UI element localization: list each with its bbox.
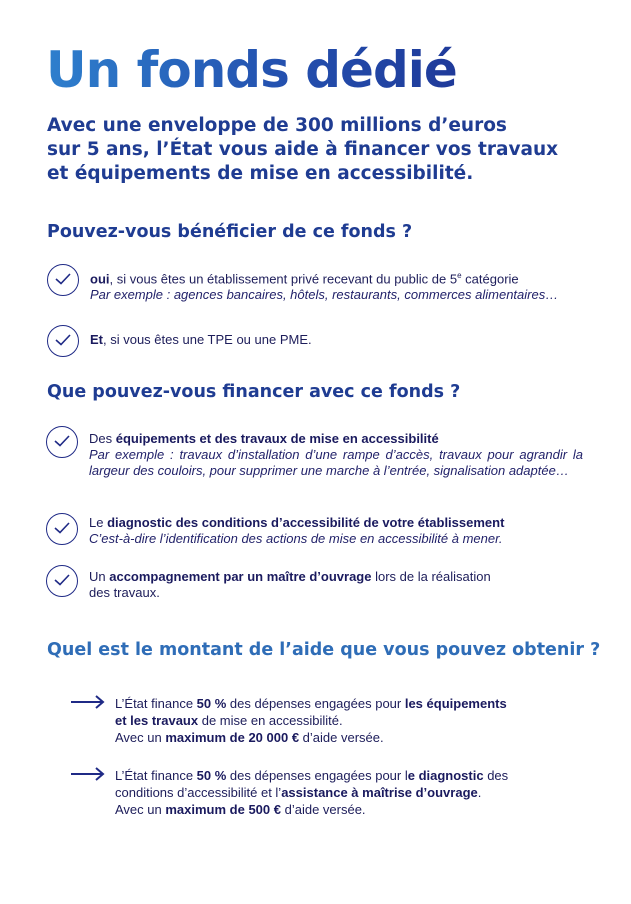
amount-2-text-4: Avec un xyxy=(115,802,166,817)
amount-1-text-5: d’aide versée. xyxy=(299,730,384,745)
intro-line-1: Avec une enveloppe de 300 millions d’euros xyxy=(47,115,507,136)
amount-1-text-3: de mise en accessibilité. xyxy=(198,713,343,728)
eligibility-item-1-example: Par exemple : agences bancaires, hôtels, restaurants, commerces alimentaires… xyxy=(90,287,559,303)
section-eligibility-heading: Pouvez-vous bénéficier de ce fonds ? xyxy=(47,222,413,242)
eligibility-item-1-text: , si vous êtes un établissement privé recevant du public de 5 xyxy=(109,271,458,287)
amount-1-maximum: maximum de 20 000 € xyxy=(165,730,300,745)
superscript: e xyxy=(457,271,462,280)
amount-1-text-4: Avec un xyxy=(115,730,166,745)
eligibility-item-2-text: , si vous êtes une TPE ou une PME. xyxy=(103,332,312,347)
section-amount-heading: Quel est le montant de l’aide que vous pouvez obtenir ? xyxy=(47,640,601,660)
financing-item-3-bold: accompagnement par un maître d’ouvrage xyxy=(109,569,372,584)
amount-2-text-2: des dépenses engagées pour l xyxy=(226,768,408,783)
amount-1-bold-2: les équipements xyxy=(404,696,507,711)
financing-item-2 xyxy=(89,515,589,547)
amount-item-1 xyxy=(115,695,565,746)
check-circle-icon xyxy=(46,426,78,458)
eligibility-item-2-bold: Et xyxy=(90,332,103,347)
amount-2-text-3: . xyxy=(477,785,482,800)
amount-2-text-2b: des xyxy=(483,768,509,783)
financing-item-1-prefix: Des xyxy=(89,431,116,446)
page-title: Un fonds dédié xyxy=(46,41,457,99)
intro-line-2: sur 5 ans, l’État vous aide à financer vos travaux xyxy=(47,139,559,160)
amount-2-maximum: maximum de 500 € xyxy=(165,802,281,817)
eligibility-item-1-text-end: catégorie xyxy=(461,271,519,287)
financing-item-2-example: C’est-à-dire l’identification des actions de mise en accessibilité à mener. xyxy=(89,531,503,546)
amount-2-text-5: d’aide versée. xyxy=(280,802,366,817)
financing-item-3 xyxy=(89,569,589,601)
check-circle-icon xyxy=(46,565,78,597)
amount-2-text-3a: conditions d’accessibilité et l’ xyxy=(115,785,282,800)
financing-item-2-bold: diagnostic des conditions d’accessibilité de votre établissement xyxy=(107,515,505,530)
financing-item-3-suffix: lors de la réalisation xyxy=(371,569,491,584)
amount-2-bold-2: e diagnostic xyxy=(407,768,484,783)
amount-1-percent: 50 % xyxy=(196,696,227,711)
arrow-right-icon xyxy=(70,695,106,709)
amount-2-bold-3: assistance à maîtrise d’ouvrage xyxy=(281,785,478,800)
financing-item-3-line2: des travaux. xyxy=(89,585,160,600)
amount-item-2 xyxy=(115,767,565,818)
amount-2-percent: 50 % xyxy=(196,768,227,783)
amount-1-bold-3: et les travaux xyxy=(115,713,199,728)
eligibility-item-1-bold: oui xyxy=(90,271,110,287)
arrow-right-icon xyxy=(70,767,106,781)
financing-item-3-prefix: Un xyxy=(89,569,110,584)
financing-item-1 xyxy=(89,431,583,479)
check-circle-icon xyxy=(47,325,79,357)
section-financing-heading: Que pouvez-vous financer avec ce fonds ? xyxy=(47,382,461,402)
financing-item-2-prefix: Le xyxy=(89,515,108,530)
amount-2-text-1: L’État finance xyxy=(115,768,197,783)
check-circle-icon xyxy=(46,513,78,545)
amount-1-text-1: L’État finance xyxy=(115,696,197,711)
eligibility-item-1 xyxy=(90,268,590,303)
intro-line-3: et équipements de mise en accessibilité. xyxy=(47,163,474,184)
amount-1-text-2: des dépenses engagées pour xyxy=(226,696,405,711)
intro-text xyxy=(47,114,587,186)
financing-item-1-bold: équipements et des travaux de mise en accessibilité xyxy=(115,431,439,446)
check-circle-icon xyxy=(47,264,79,296)
financing-item-1-example: Par exemple : travaux d’installation d’une rampe d’accès, travaux pour agrandir la largeur des couloirs, pour supprimer une marche à l’entrée, signalisation adaptée… xyxy=(89,447,583,478)
eligibility-item-2 xyxy=(90,332,590,348)
